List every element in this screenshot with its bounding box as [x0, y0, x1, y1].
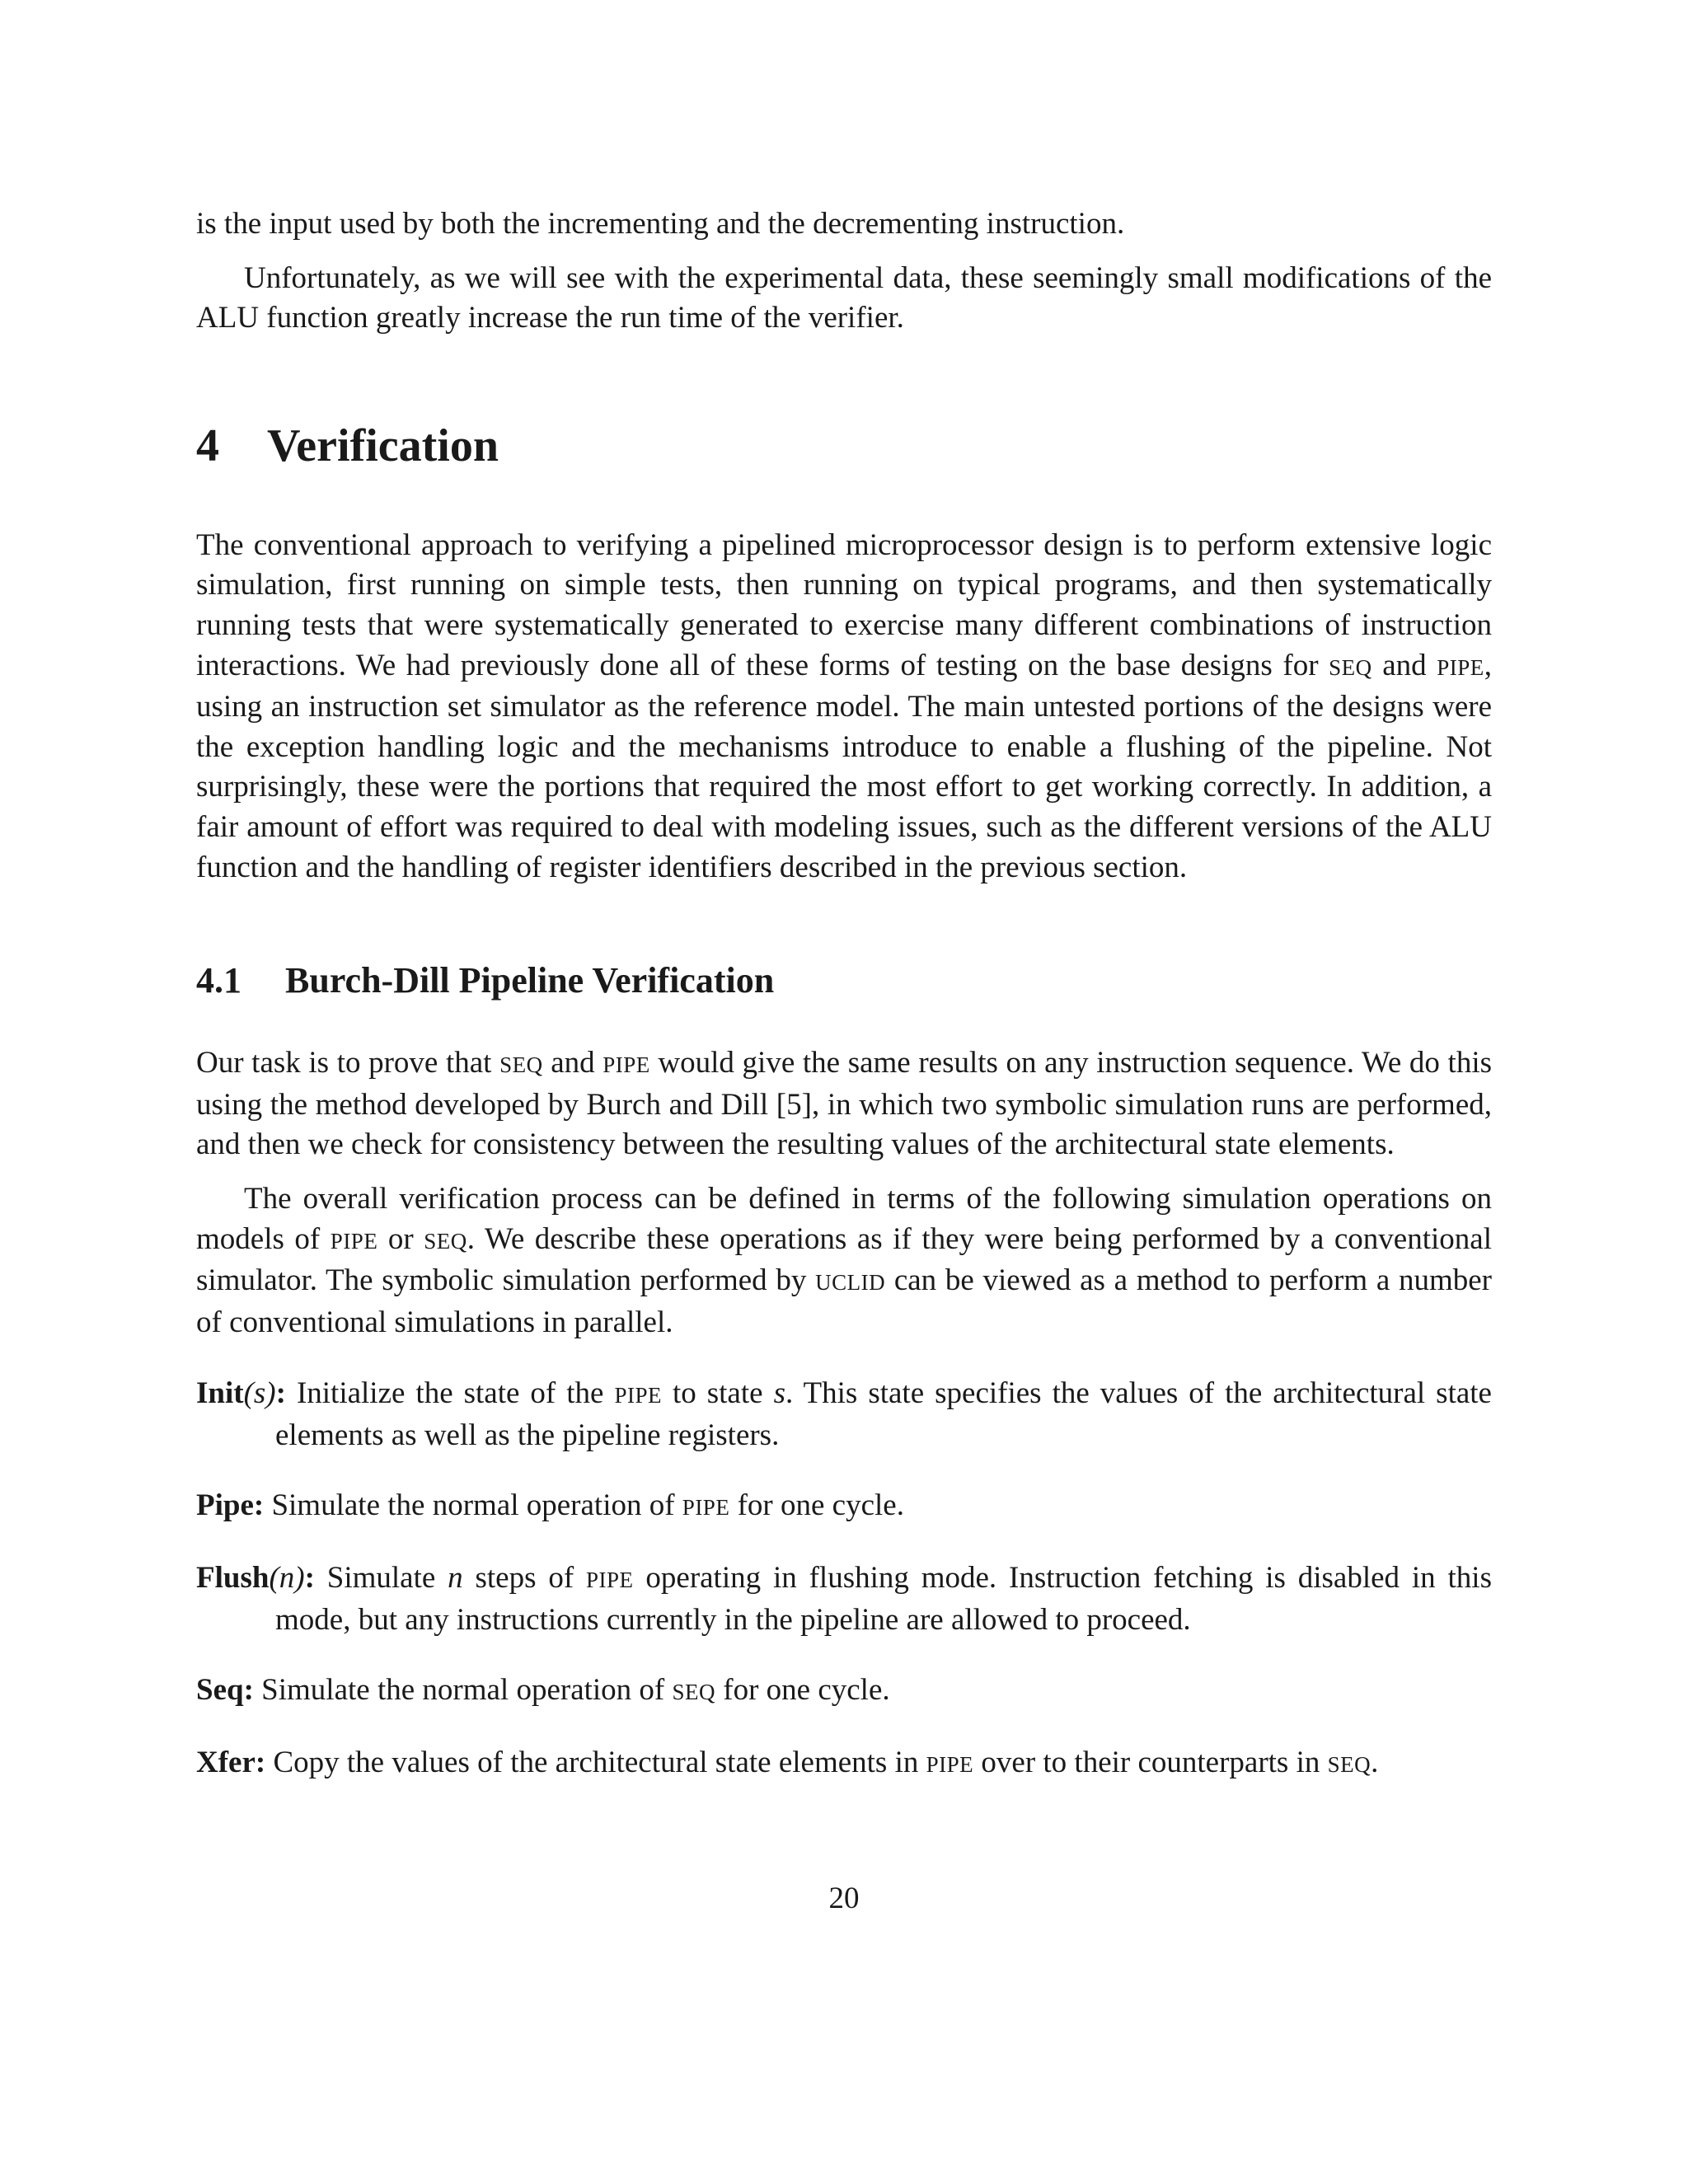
text-run: Simulate the normal operation of: [264, 1488, 682, 1523]
pipe-name: PIPE: [1437, 654, 1484, 680]
intro-paragraph: Unfortunately, as we will see with the experimental data, these seemingly small modifications of the ALU function greatly increase the run time of the verifier.: [196, 260, 1492, 335]
text-run: .: [1371, 1745, 1379, 1779]
section-4-1-paragraph-1: [196, 1043, 1492, 1165]
math-variable: n: [448, 1561, 463, 1596]
seq-name: SEQ: [672, 1680, 716, 1705]
text-run: Simulate the normal operation of: [253, 1673, 673, 1708]
pipe-name: PIPE: [586, 1568, 634, 1593]
text-run: can be viewed as a method to perform a number of conventional simulations in parallel.: [196, 1263, 1493, 1339]
text-run: steps of: [462, 1561, 587, 1596]
operation-init: [196, 1374, 1492, 1455]
pipe-name: PIPE: [330, 1228, 378, 1254]
page-content: [196, 204, 1492, 1784]
text-run: The conventional approach to verifying a pipelined microprocessor design is to perform extensive logic simulation, first running on simple tests, then running on typical programs, and then systematically running tests that were systematically generated to exercise many different combinations of instruction interactions. We had previously done all of these forms of testing on the base designs for: [196, 527, 1492, 682]
pipe-name: PIPE: [603, 1052, 650, 1078]
text-run: or: [377, 1221, 424, 1256]
operation-term: Seq:: [196, 1673, 254, 1708]
text-run: Simulate: [314, 1561, 448, 1596]
text-run: The overall verification process can be defined in terms of the following simulation operations on models of: [196, 1181, 1492, 1256]
text-run: for one cycle.: [715, 1673, 890, 1708]
operation-flush: [196, 1558, 1492, 1640]
seq-name: SEQ: [424, 1228, 467, 1254]
text-run: to state: [661, 1376, 774, 1411]
operation-term: Flush: [196, 1561, 270, 1596]
section-4-heading: [196, 419, 1492, 472]
text-run: , using an instruction set simulator as the reference model. The main untested portions of the designs were the exception handling logic and the mechanisms introduce to enable a flushing of the pipeline. Not surprisingly, these were the portions that required the most effort to get working correctly. In addition, a fair amount of effort was required to deal with modeling issues, such as the different versions of the ALU function and the handling of register identifiers described in the previous section.: [196, 648, 1492, 884]
operation-xfer: [196, 1743, 1492, 1785]
operations-list: [196, 1374, 1492, 1784]
text-run: Copy the values of the architectural state elements in: [265, 1745, 926, 1779]
pipe-name: PIPE: [926, 1751, 974, 1777]
operation-term: Xfer:: [196, 1745, 266, 1779]
operation-colon: :: [275, 1376, 286, 1411]
operation-seq: [196, 1671, 1492, 1713]
math-variable: s: [773, 1376, 785, 1411]
text-run: and: [1372, 648, 1437, 682]
operation-term: Init: [196, 1376, 244, 1411]
seq-name: SEQ: [499, 1052, 543, 1078]
section-4-1-title: Burch-Dill Pipeline Verification: [285, 960, 775, 1001]
section-4-title: Verification: [267, 419, 499, 471]
text-run: . We describe these operations as if they were being performed by a conventional simulator. The symbolic simulation performed by: [196, 1221, 1492, 1298]
operation-argument: (s): [243, 1376, 276, 1411]
intro-line: is the input used by both the incrementing and the decrementing instruction.: [196, 207, 1125, 241]
operation-argument: (n): [269, 1561, 305, 1596]
uclid-name: UCLID: [815, 1270, 886, 1296]
seq-name: SEQ: [1329, 654, 1372, 680]
text-run: and: [542, 1046, 603, 1080]
seq-name: SEQ: [1327, 1751, 1372, 1777]
section-4-1-number: 4.1: [196, 960, 241, 1001]
text-run: Our task is to prove that: [196, 1046, 500, 1080]
operation-colon: :: [304, 1561, 315, 1596]
page-number: 20: [828, 1882, 860, 1915]
text-run: operating in flushing mode. Instruction fetching is disabled in this mode, but any instructions currently in the pipeline are allowed to proceed.: [275, 1561, 1492, 1637]
section-4-paragraph: [196, 526, 1492, 888]
text-run: would give the same results on any instruction sequence. We do this using the method developed by Burch and Dill [5], in which two symbolic simulation runs are performed, and then we check for consistency between the resulting values of the architectural state elements.: [196, 1046, 1492, 1162]
text-run: over to their counterparts in: [973, 1745, 1328, 1779]
operation-term: Pipe:: [196, 1488, 265, 1523]
section-4-1-heading: [196, 959, 1492, 1002]
text-run: Initialize the state of the: [285, 1376, 615, 1411]
text-run: for one cycle.: [729, 1488, 904, 1523]
section-4-number: 4: [196, 419, 219, 471]
pipe-name: PIPE: [682, 1495, 730, 1521]
operation-pipe: [196, 1486, 1492, 1528]
section-4-1-paragraph-2: [196, 1179, 1492, 1343]
pipe-name: PIPE: [614, 1383, 662, 1408]
text-run: . This state specifies the values of the architectural state elements as well as the pipeline registers.: [275, 1376, 1492, 1452]
